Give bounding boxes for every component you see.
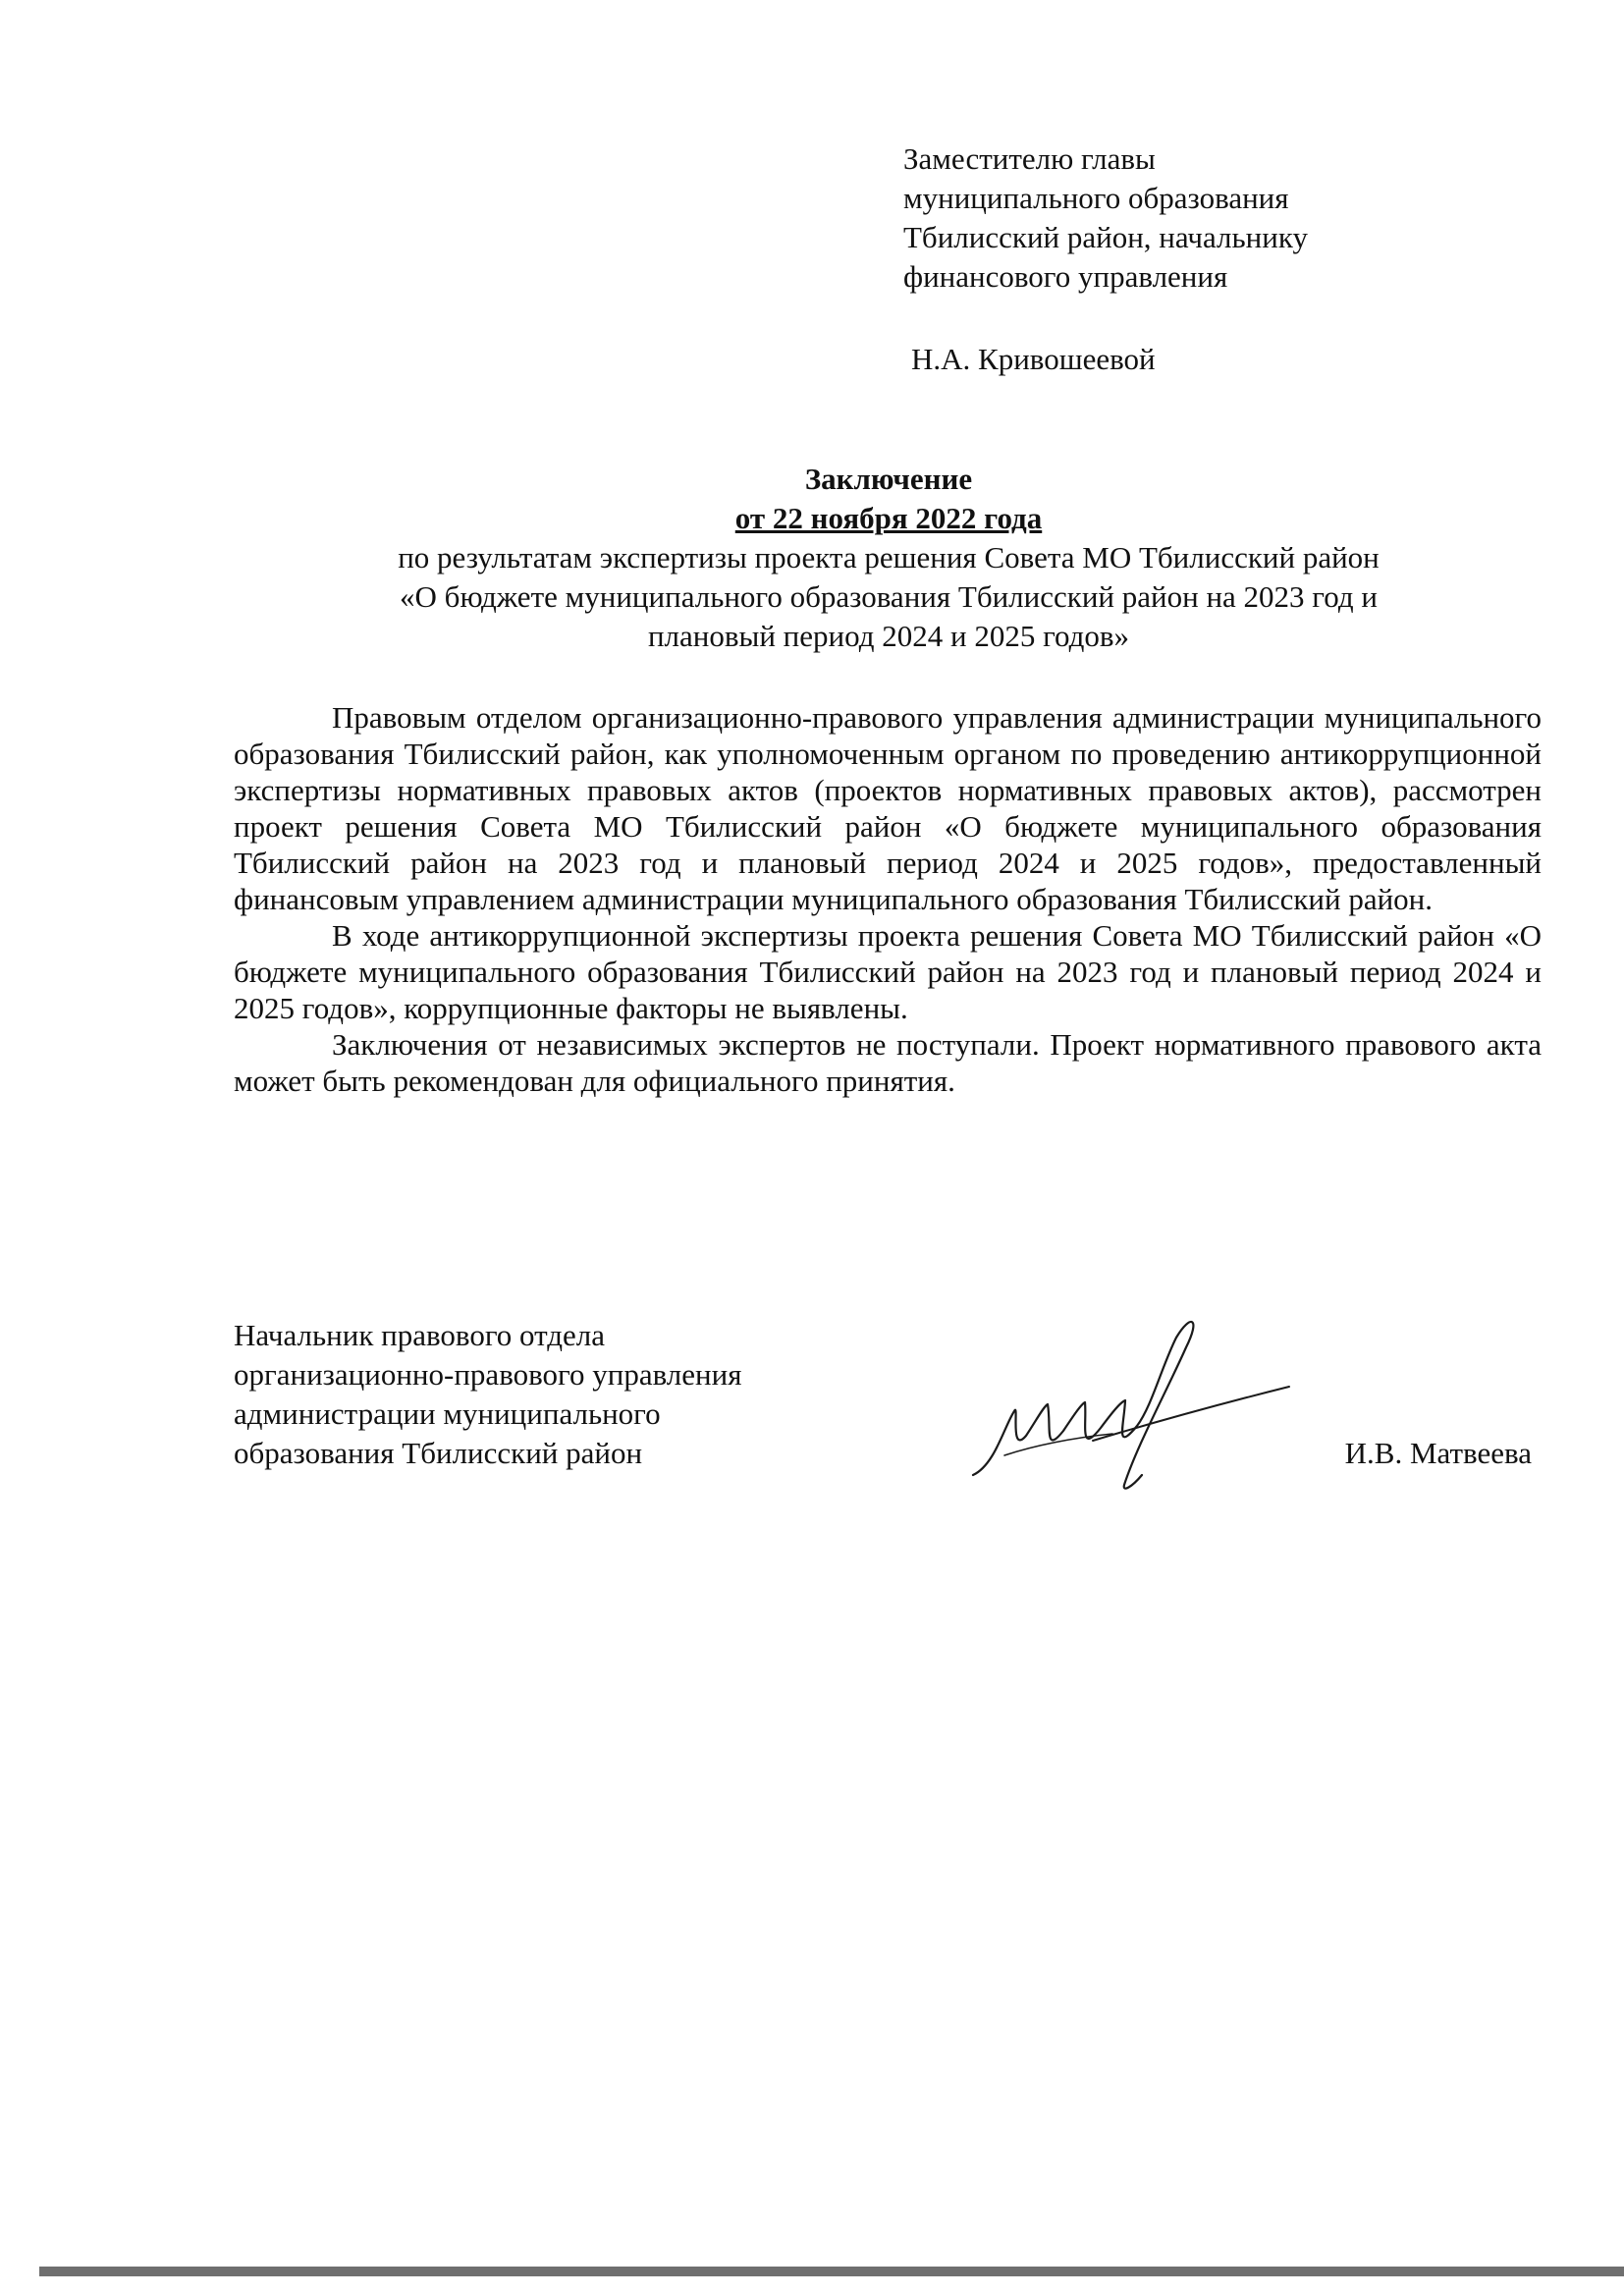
document-heading <box>236 460 1542 656</box>
signer-position-line: Начальник правового отдела <box>234 1318 606 1352</box>
signature-block <box>234 1316 1542 1532</box>
signer-position-line: организационно-правового управления <box>234 1357 742 1392</box>
document-date: от 22 ноября 2022 года <box>734 501 1043 535</box>
body-paragraph: Правовым отделом организационно-правового управления администрации муниципального образования Тбилисский район, как уполномоченным органом по проведению антикоррупционной экспертизы нормативных правовых актов (проектов нормативных правовых актов), рассмотрен проект решения Совета МО Тбилисский район «О бюджете муниципального образования Тбилисский район на 2023 год и плановый период 2024 и 2025 годов», предоставленный финансовым управлением администрации муниципального образования Тбилисский район. <box>234 700 1542 916</box>
addressee-line: финансового управления <box>903 259 1228 294</box>
signer-position <box>234 1316 921 1473</box>
signer-position-line: образования Тбилисский район <box>234 1436 643 1470</box>
body-paragraph: В ходе антикоррупционной экспертизы проекта решения Совета МО Тбилисский район «О бюджете муниципального образования Тбилисский район на 2023 год и плановый период 2024 и 2025 годов», коррупционные факторы не выявлены. <box>234 918 1542 1025</box>
addressee-line: муниципального образования <box>903 181 1289 215</box>
document-body <box>234 699 1542 1099</box>
handwritten-signature <box>965 1308 1299 1504</box>
document-title: Заключение <box>804 462 973 496</box>
signer-name: И.В. Матвеева <box>1344 1436 1532 1470</box>
document-subtitle-line: по результатам экспертизы проекта решения Совета МО Тбилисский район <box>398 540 1380 574</box>
signer-position-line: администрации муниципального <box>234 1396 661 1431</box>
addressee-name: Н.А. Кривошеевой <box>911 342 1156 376</box>
addressee-line: Заместителю главы <box>903 141 1156 176</box>
document-subtitle-line: «О бюджете муниципального образования Тбилисский район на 2023 год и <box>400 579 1378 614</box>
scan-edge-divider <box>39 2267 1624 2276</box>
addressee-line: Тбилисский район, начальнику <box>903 220 1308 254</box>
document-subtitle-line: плановый период 2024 и 2025 годов» <box>647 619 1130 653</box>
body-paragraph: Заключения от независимых экспертов не поступали. Проект нормативного правового акта может быть рекомендован для официального принятия. <box>234 1027 1542 1098</box>
addressee-block <box>903 139 1453 379</box>
